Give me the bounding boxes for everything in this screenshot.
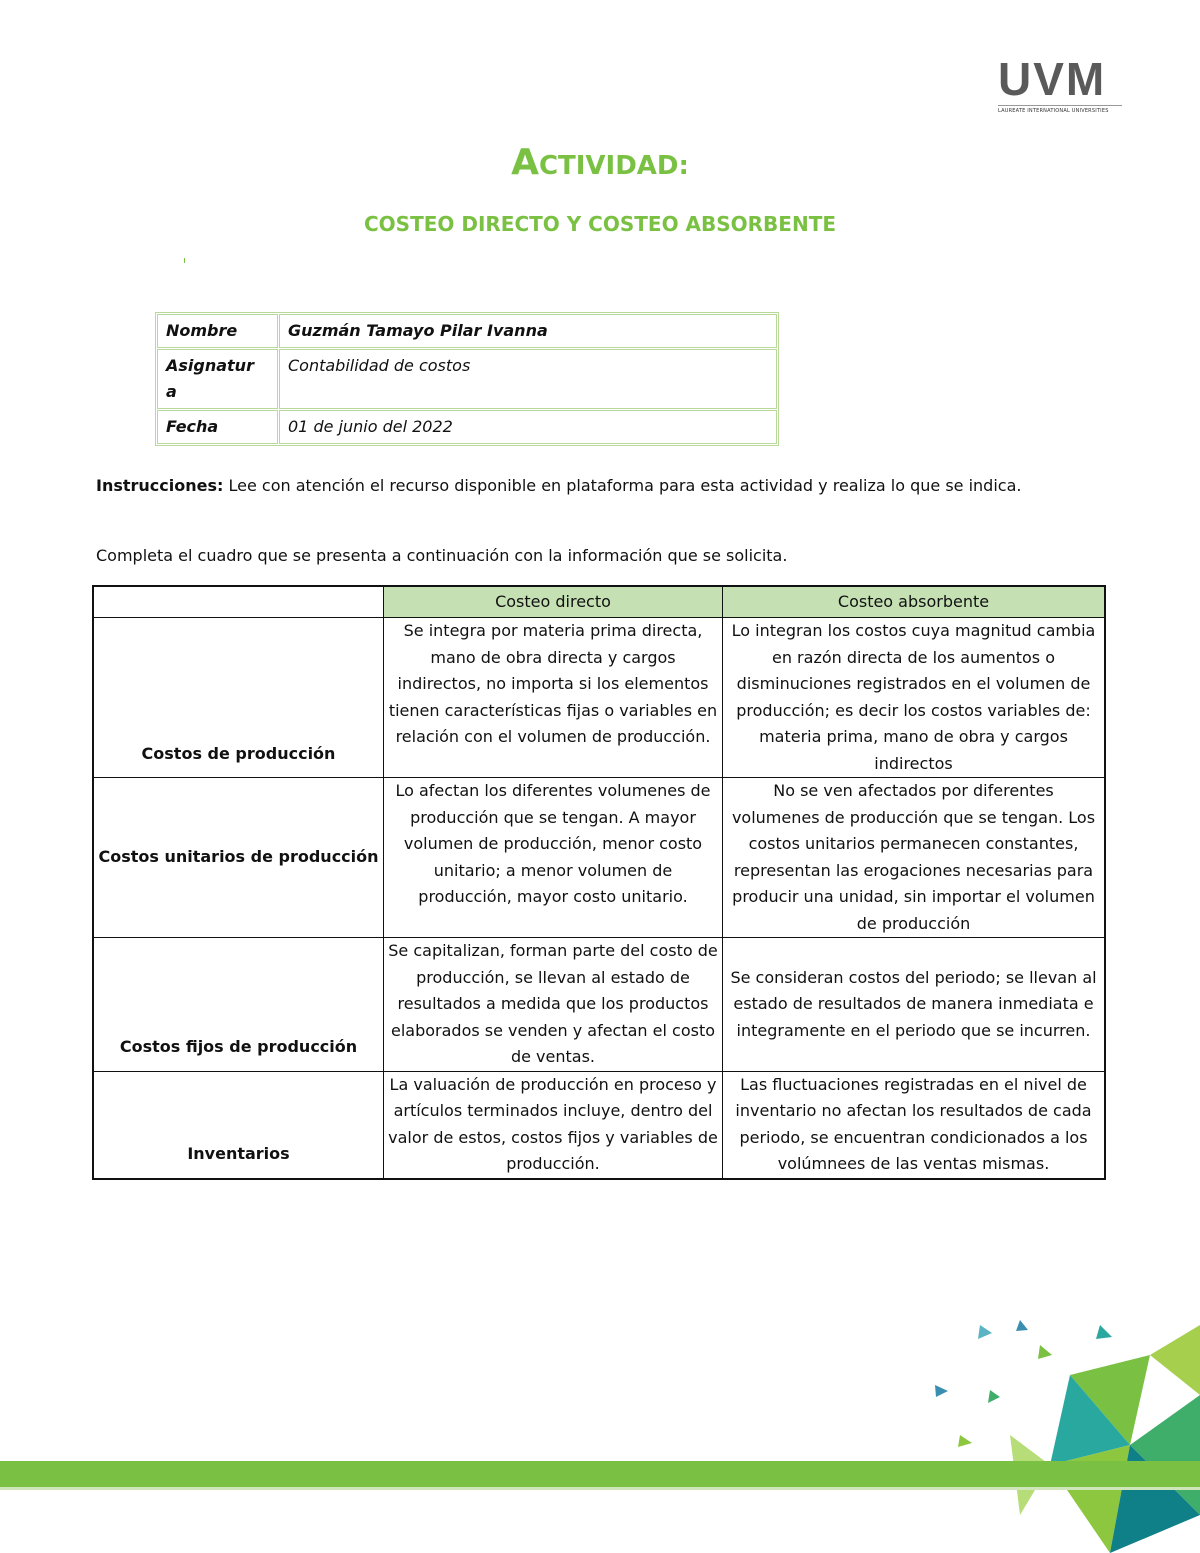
logo-tagline: LAUREATE INTERNATIONAL UNIVERSITIES [998,105,1122,114]
cell-absorbente: Lo integran los costos cuya magnitud cambia en razón directa de los aumentos o disminuciones registrados en el volumen de producción; es decir los costos variables de: materia prima, mano de obra y cargos indirectos [723,618,1106,778]
instructions [96,472,1056,499]
decor-triangle [1038,1345,1052,1359]
decor-triangle [958,1435,972,1447]
decor-triangle [1096,1325,1112,1339]
info-label-subject [157,349,278,409]
title-initial: A [511,142,539,183]
decor-triangle [1016,1320,1028,1331]
instructions-text: Lee con atención el recurso disponible en plataforma para esta actividad y realiza lo que se indica. [223,476,1022,495]
cell-directo: Se capitalizan, forman parte del costo de producción, se llevan al estado de resultados a medida que los productos elaborados se venden y afectan el costo de ventas. [384,938,723,1072]
info-value-date: 01 de junio del 2022 [279,410,777,444]
info-label-subject-line1: Asignatur [166,356,254,375]
page-subtitle: COSTEO DIRECTO Y COSTEO ABSORBENTE [363,212,837,236]
polygon-triangles-decoration-icon [920,1315,1200,1553]
cell-absorbente: Se consideran costos del periodo; se llevan al estado de resultados de manera inmediata e integramente en el periodo que se incurren. [723,938,1106,1072]
decor-triangle [988,1390,1000,1403]
info-row-subject [157,349,777,409]
header-costeo-absorbente: Costeo absorbente [723,586,1106,618]
title-rest: CTIVIDAD: [538,151,689,181]
info-row-date [157,410,777,444]
footer-green-bar [0,1461,1200,1487]
info-table [155,312,779,446]
comparison-table [92,585,1106,1180]
decor-triangle [935,1385,948,1397]
info-label-date: Fecha [157,410,278,444]
info-label-subject-line2: a [166,382,177,401]
table-row [93,778,1105,938]
row-label: Inventarios [93,1071,384,1179]
cell-absorbente: No se ven afectados por diferentes volumenes de producción que se tengan. Los costos unitarios permanecen constantes, representan las erogaciones necesarias para producir una unidad, sin importar el volumen de producción [723,778,1106,938]
page-title [0,142,1200,183]
instructions-label: Instrucciones: [96,476,224,495]
decor-triangle [1150,1325,1200,1395]
cell-directo: Se integra por materia prima directa, mano de obra directa y cargos indirectos, no importa si los elementos tienen características fijas o variables en relación con el volumen de producción. [384,618,723,778]
cell-directo: La valuación de producción en proceso y artículos terminados incluye, dentro del valor de estos, costos fijos y variables de producción. [384,1071,723,1179]
info-value-subject: Contabilidad de costos [279,349,777,409]
header-blank [93,586,384,618]
cell-absorbente: Las fluctuaciones registradas en el nivel de inventario no afectan los resultados de cada periodo, se encuentran condicionados a los volúmnees de las ventas mismas. [723,1071,1106,1179]
row-label: Costos fijos de producción [93,938,384,1072]
info-label-name: Nombre [157,314,278,348]
row-label: Costos de producción [93,618,384,778]
header-costeo-directo: Costeo directo [384,586,723,618]
row-label: Costos unitarios de producción [93,778,384,938]
info-value-name: Guzmán Tamayo Pilar Ivanna [279,314,777,348]
task-text: Completa el cuadro que se presenta a continuación con la información que se solicita. [96,546,788,565]
logo-word: UVM [998,53,1107,105]
footer-light-bar [0,1487,1200,1490]
info-row-name [157,314,777,348]
decor-triangle [978,1325,992,1339]
uvm-logo [998,53,1122,114]
table-row [93,938,1105,1072]
cell-directo: Lo afectan los diferentes volumenes de producción que se tengan. A mayor volumen de producción, menor costo unitario; a menor volumen de producción, mayor costo unitario. [384,778,723,938]
table-row [93,1071,1105,1179]
decorative-tick [184,258,185,263]
table-header-row [93,586,1105,618]
table-row [93,618,1105,778]
